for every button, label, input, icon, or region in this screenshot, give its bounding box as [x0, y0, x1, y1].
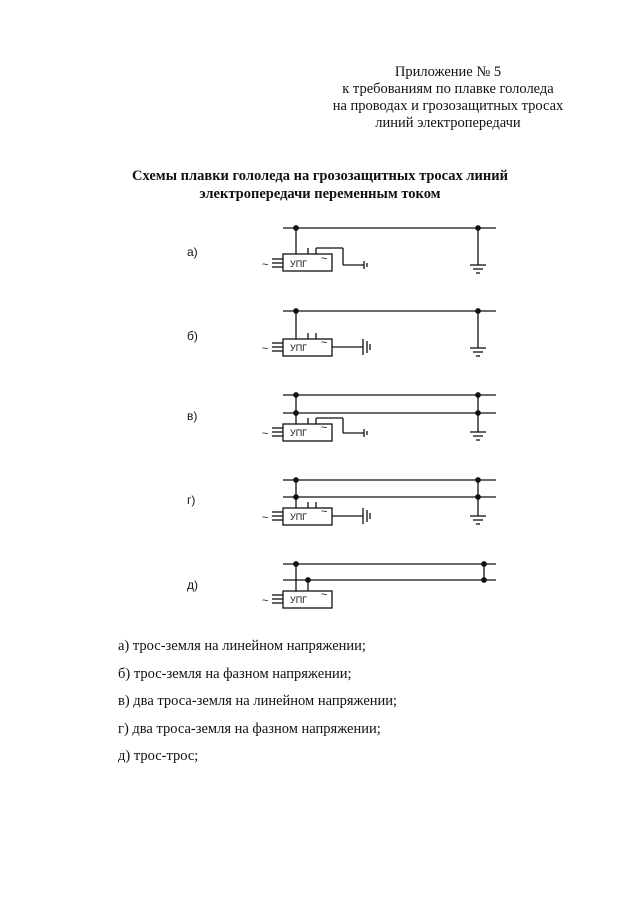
- ac-symbol-g: ~: [321, 506, 328, 518]
- diagram-a-label: а): [187, 245, 198, 259]
- ac-symbol-v: ~: [321, 422, 328, 434]
- scheme-legend: [118, 633, 397, 771]
- upg-label-d: УПГ: [290, 595, 308, 605]
- ac-source-v: ~: [262, 428, 269, 440]
- legend-item-d: д) трос-трос;: [118, 748, 199, 764]
- legend-item-g: г) два троса-земля на фазном напряжении;: [118, 720, 381, 737]
- diagram-v-label: в): [187, 409, 198, 423]
- ac-source-a: ~: [262, 259, 269, 271]
- legend-item-a: а) трос-земля на линейном напряжении;: [118, 638, 366, 654]
- ac-symbol-b: ~: [321, 337, 328, 349]
- upg-label-g: УПГ: [290, 512, 308, 522]
- title-line-1: Схемы плавки гололеда на грозозащитных тросах линий: [132, 168, 508, 184]
- appendix-line-2: к требованиям по плавке гололеда: [342, 81, 554, 97]
- title-line-2: электропередачи переменным током: [199, 186, 441, 202]
- legend-item-v: в) два троса-земля на линейном напряжении;: [118, 693, 398, 709]
- ac-symbol-d: ~: [321, 589, 328, 601]
- upg-label-a: УПГ: [290, 259, 308, 269]
- diagram-g-label: г): [187, 493, 196, 507]
- ac-symbol-a: ~: [321, 253, 328, 265]
- ac-source-g: ~: [262, 512, 269, 524]
- appendix-number: Приложение № 5: [394, 64, 502, 80]
- appendix-line-4: линий электропередачи: [375, 115, 521, 131]
- diagram-d-label: д): [187, 578, 198, 592]
- upg-label-v: УПГ: [290, 428, 308, 438]
- legend-item-b: б) трос-земля на фазном напряжении;: [118, 665, 352, 682]
- appendix-line-3: на проводах и грозозащитных тросах: [332, 98, 564, 114]
- ac-source-b: ~: [262, 343, 269, 355]
- upg-label-b: УПГ: [290, 343, 308, 353]
- diagram-b-label: б): [187, 329, 198, 343]
- ac-source-d: ~: [262, 595, 269, 607]
